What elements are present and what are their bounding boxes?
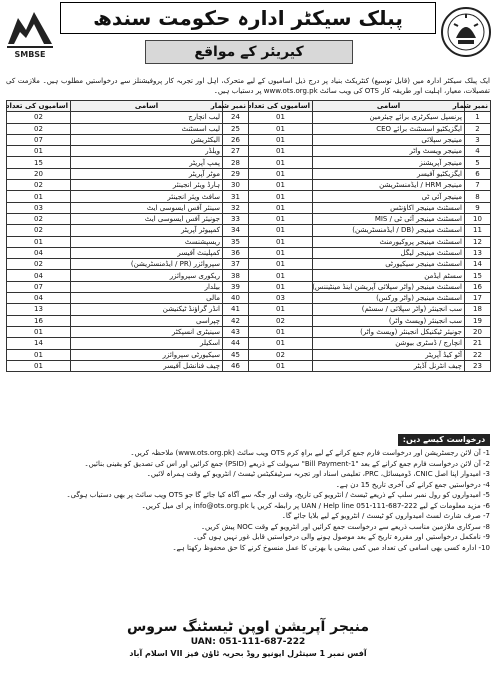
page-subtitle: کیریئر کے مواقع (145, 40, 353, 64)
list-item: 5- امیدواروں کو رول نمبر سلپ کے ذریعے ٹیسٹ / انٹرویو کی تاریخ، وقت اور جگہ سے آگاہ کیا جائے گا جو OTS ویب سائٹ پر بھی دستیاب ہوگی۔ (66, 491, 490, 499)
count-cell: 02 (7, 259, 71, 270)
count-cell: 01 (249, 202, 313, 213)
count-cell: 07 (7, 281, 71, 292)
serial-cell: 43 (223, 326, 249, 337)
count-cell: 02 (7, 180, 71, 191)
count-cell: 15 (7, 157, 71, 168)
table-row (7, 180, 491, 191)
serial-cell: 44 (223, 338, 249, 349)
logo-left-text: SMBSE (14, 50, 46, 59)
serial-cell: 15 (465, 270, 491, 281)
post-cell: موٹر آپریٹر (71, 168, 223, 179)
header (0, 0, 496, 70)
serial-cell: 23 (465, 360, 491, 371)
list-item: 7- صرف شارٹ لسٹ امیدواروں کو ٹیسٹ / انٹرویو کے لیے بلایا جائے گا۔ (281, 512, 490, 520)
table-row (7, 315, 491, 326)
count-cell: 01 (249, 247, 313, 258)
table-row (7, 168, 491, 179)
post-cell: چیف انٹرنل آڈیٹر (313, 360, 465, 371)
count-cell: 04 (7, 270, 71, 281)
post-cell: انڈر گراؤنڈ ٹیکنیشن (71, 304, 223, 315)
serial-cell: 40 (223, 293, 249, 304)
post-cell: اسسٹنٹ مینیجر آئی ٹی / MIS (313, 213, 465, 224)
post-cell: سیکیورٹی سپروائزر (71, 349, 223, 360)
serial-cell: 7 (465, 180, 491, 191)
table-row (7, 270, 491, 281)
column-header-post: اسامی (71, 101, 223, 112)
count-cell: 01 (249, 338, 313, 349)
post-cell: سب انجینئر (ویسٹ واٹر) (313, 315, 465, 326)
post-cell: چپراسی (71, 315, 223, 326)
serial-cell: 26 (223, 134, 249, 145)
table-row (7, 225, 491, 236)
post-cell: پمپ آپریٹر (71, 157, 223, 168)
count-cell: 01 (249, 146, 313, 157)
table-row (7, 236, 491, 247)
serial-cell: 21 (465, 338, 491, 349)
serial-cell: 45 (223, 349, 249, 360)
count-cell: 01 (249, 326, 313, 337)
count-cell: 01 (249, 180, 313, 191)
list-item: 1- آن لائن رجسٹریشن اور درخواست فارم جمع کرانے کے لیے براہِ کرم OTS ویب سائٹ (www.ots.org.pk) ملاحظہ کریں۔ (130, 449, 490, 457)
serial-cell: 16 (465, 281, 491, 292)
post-cell: لیب انچارج (71, 112, 223, 123)
serial-cell: 28 (223, 157, 249, 168)
count-cell: 01 (249, 134, 313, 145)
count-cell: 01 (249, 168, 313, 179)
count-cell: 01 (249, 236, 313, 247)
serial-cell: 10 (465, 213, 491, 224)
organization-emblem-icon (4, 4, 56, 62)
post-cell: اسسٹنٹ مینیجر (DB / ایڈمنسٹریشن) (313, 225, 465, 236)
post-cell: آٹو کیڈ آپریٹر (313, 349, 465, 360)
post-cell: ریکوری سپروائزر (71, 270, 223, 281)
table-row (7, 134, 491, 145)
post-cell: اسسٹنٹ مینیجر اکاؤنٹس (313, 202, 465, 213)
post-cell: اسسٹنٹ مینیجر لیگل (313, 247, 465, 258)
list-item: 2- آن لائن درخواست فارم جمع کرانے کے بعد "1-Bill Payment" سہولت کے ذریعے (PSID) جمع کرائیں اور اس کی تصدیق کو یقینی بنائیں۔ (84, 459, 490, 468)
serial-cell: 36 (223, 247, 249, 258)
count-cell: 01 (249, 213, 313, 224)
serial-cell: 31 (223, 191, 249, 202)
count-cell: 02 (7, 112, 71, 123)
post-cell: مالی (71, 293, 223, 304)
count-cell: 02 (7, 213, 71, 224)
table-row (7, 304, 491, 315)
table-row (7, 123, 491, 134)
count-cell: 01 (249, 270, 313, 281)
post-cell: جونیئر آفس ایسوسی ایٹ (71, 213, 223, 224)
table-header-row (7, 101, 491, 112)
how-to-apply-list (6, 448, 490, 553)
serial-cell: 6 (465, 168, 491, 179)
count-cell: 02 (7, 225, 71, 236)
serial-cell: 1 (465, 112, 491, 123)
count-cell: 01 (249, 225, 313, 236)
list-item: 8- سرکاری ملازمین مناسب ذریعے سے درخواست جمع کرائیں اور انٹرویو کے وقت NOC پیش کریں۔ (200, 522, 490, 531)
post-cell: چیف فنانشل آفیسر (71, 360, 223, 371)
post-cell: الیکٹریشن (71, 134, 223, 145)
serial-cell: 29 (223, 168, 249, 179)
post-cell: مینیجر سپلائی (313, 134, 465, 145)
count-cell: 01 (7, 326, 71, 337)
serial-cell: 25 (223, 123, 249, 134)
list-item: 6- مزید معلومات کے لیے UAN / Help line 051-111-687-222 پر رابطہ کریں یا info@ots.org.pk پر ای میل کریں۔ (141, 501, 490, 510)
post-cell: مینیجر آپریشنز (313, 157, 465, 168)
count-cell: 01 (249, 304, 313, 315)
count-cell: 02 (7, 123, 71, 134)
serial-cell: 35 (223, 236, 249, 247)
list-item: 10- ادارہ کسی بھی اسامی کی تعداد میں کمی بیشی یا بھرتی کا عمل منسوخ کرنے کا حق محفوظ رکھتا ہے۔ (172, 543, 490, 552)
column-header-count: اسامیوں کی تعداد (7, 101, 71, 112)
post-cell: بیلدار (71, 281, 223, 292)
page-title: پبلک سیکٹر ادارہ حکومت سندھ (60, 2, 436, 34)
count-cell: 01 (7, 349, 71, 360)
count-cell: 16 (7, 315, 71, 326)
sindh-government-seal-icon (440, 4, 492, 62)
table-row (7, 281, 491, 292)
count-cell: 03 (7, 202, 71, 213)
post-cell: اسسٹنٹ مینیجر (واٹر ورکس) (313, 293, 465, 304)
serial-cell: 2 (465, 123, 491, 134)
count-cell: 04 (7, 247, 71, 258)
table-row (7, 326, 491, 337)
post-cell: سینیٹری انسپکٹر (71, 326, 223, 337)
footer (0, 618, 496, 675)
count-cell: 02 (249, 315, 313, 326)
table-row (7, 157, 491, 168)
post-cell: ویلڈر (71, 146, 223, 157)
serial-cell: 20 (465, 326, 491, 337)
post-cell: کمپیوٹر آپریٹر (71, 225, 223, 236)
serial-cell: 27 (223, 146, 249, 157)
post-cell: سینئر آفس ایسوسی ایٹ (71, 202, 223, 213)
count-cell: 01 (7, 191, 71, 202)
serial-cell: 39 (223, 281, 249, 292)
count-cell: 13 (7, 304, 71, 315)
vacancies-table (6, 100, 491, 372)
post-cell: سب انجینئر (واٹر سپلائی / سسٹم) (313, 304, 465, 315)
table-row (7, 202, 491, 213)
post-cell: ایگزیکٹیو آفیسر (313, 168, 465, 179)
table-row (7, 259, 491, 270)
serial-cell: 19 (465, 315, 491, 326)
intro-paragraph: ایک پبلک سیکٹر ادارہ میں (قابل توسیع) کنٹریکٹ بنیاد پر درج ذیل اسامیوں کے لیے متحرک، اہل اور تجربہ کار پروفیشنلز سے درخواستیں مطلوب ہیں۔ ملازمت کی تفصیلات، معیار، اہلیت اور طریقہ کار OTS کی ویب سائٹ www.ots.org.pk پر دستیاب ہیں۔ (6, 77, 490, 95)
count-cell: 01 (7, 236, 71, 247)
count-cell: 01 (7, 360, 71, 371)
serial-cell: 37 (223, 259, 249, 270)
count-cell: 01 (249, 259, 313, 270)
table-row (7, 349, 491, 360)
serial-cell: 11 (465, 225, 491, 236)
count-cell: 03 (249, 293, 313, 304)
post-cell: سپروائزر (PR / ایڈمنسٹریشن) (71, 259, 223, 270)
count-cell: 01 (249, 123, 313, 134)
column-header-serial: نمبر شمار (465, 101, 491, 112)
serial-cell: 30 (223, 180, 249, 191)
list-item: 9- نامکمل درخواستیں اور مقررہ تاریخ کے بعد موصول ہونے والی درخواستیں قابل غور نہیں ہوں گی۔ (192, 533, 490, 541)
post-cell: سسٹم ایڈمن (313, 270, 465, 281)
post-cell: لیب اسسٹنٹ (71, 123, 223, 134)
footer-address: آفس نمبر 1 سینٹرل ایونیو روڈ بحریہ ٹاؤن فیز VII اسلام آباد (129, 649, 367, 658)
serial-cell: 12 (465, 236, 491, 247)
serial-cell: 32 (223, 202, 249, 213)
serial-cell: 5 (465, 157, 491, 168)
table-row (7, 360, 491, 371)
how-to-apply-heading: درخواست کیسے دیں: (398, 434, 490, 446)
count-cell: 02 (249, 349, 313, 360)
serial-cell: 8 (465, 191, 491, 202)
table-row (7, 146, 491, 157)
column-header-post: اسامی (313, 101, 465, 112)
table-row (7, 293, 491, 304)
count-cell: 04 (7, 293, 71, 304)
count-cell: 01 (249, 191, 313, 202)
post-cell: سافٹ ویئر انجینئر (71, 191, 223, 202)
table-row (7, 213, 491, 224)
table-row (7, 112, 491, 123)
serial-cell: 14 (465, 259, 491, 270)
post-cell: اسسٹنٹ مینیجر پروکیورمنٹ (313, 236, 465, 247)
post-cell: مینیجر آئی ٹی (313, 191, 465, 202)
serial-cell: 13 (465, 247, 491, 258)
count-cell: 07 (7, 134, 71, 145)
footer-uan: UAN: 051-111-687-222 (190, 637, 306, 647)
table-row (7, 191, 491, 202)
serial-cell: 17 (465, 293, 491, 304)
serial-cell: 41 (223, 304, 249, 315)
post-cell: ریسپشنسٹ (71, 236, 223, 247)
post-cell: جونیئر ٹیکنیکل انجینئر (ویسٹ واٹر) (313, 326, 465, 337)
post-cell: مینیجر ویسٹ واٹر (313, 146, 465, 157)
column-header-count: اسامیوں کی تعداد (249, 101, 313, 112)
serial-cell: 3 (465, 134, 491, 145)
post-cell: اسسٹنٹ مینیجر (واٹر سپلائی آپریشن اینڈ مینٹیننس) (313, 281, 465, 292)
serial-cell: 22 (465, 349, 491, 360)
count-cell: 20 (7, 168, 71, 179)
count-cell: 01 (249, 112, 313, 123)
serial-cell: 42 (223, 315, 249, 326)
post-cell: ہارڈ ویئر انجینئر (71, 180, 223, 191)
serial-cell: 46 (223, 360, 249, 371)
count-cell: 01 (249, 360, 313, 371)
post-cell: پرنسپل سیکرٹری برائے چیئرمین (313, 112, 465, 123)
post-cell: انچارج / ڈسٹری بیوشن (313, 338, 465, 349)
post-cell: اسکیلر (71, 338, 223, 349)
count-cell: 01 (249, 157, 313, 168)
serial-cell: 33 (223, 213, 249, 224)
post-cell: ایگزیکٹیو اسسٹنٹ برائے CEO (313, 123, 465, 134)
list-item: 4- درخواستیں جمع کرانے کی آخری تاریخ 15 دن ہے۔ (335, 480, 490, 489)
post-cell: اسسٹنٹ مینیجر سیکیورٹی (313, 259, 465, 270)
serial-cell: 18 (465, 304, 491, 315)
serial-cell: 38 (223, 270, 249, 281)
serial-cell: 9 (465, 202, 491, 213)
table-row (7, 338, 491, 349)
count-cell: 14 (7, 338, 71, 349)
footer-title: منیجر آپریشن اوپن ٹیسٹنگ سروس (126, 619, 370, 635)
table-row (7, 247, 491, 258)
list-item: 3- امیدوار اپنا اصل CNIC، ڈومیسائل، PRC، تعلیمی اسناد اور تجربہ سرٹیفکیٹس ٹیسٹ / انٹرویو کے وقت ہمراہ لائیں۔ (146, 470, 490, 478)
serial-cell: 4 (465, 146, 491, 157)
serial-cell: 34 (223, 225, 249, 236)
serial-cell: 24 (223, 112, 249, 123)
column-header-serial: نمبر شمار (223, 101, 249, 112)
count-cell: 01 (249, 281, 313, 292)
post-cell: کمپلینٹ آفیسر (71, 247, 223, 258)
count-cell: 01 (7, 146, 71, 157)
post-cell: مینیجر HRM / ایڈمنسٹریشن (313, 180, 465, 191)
